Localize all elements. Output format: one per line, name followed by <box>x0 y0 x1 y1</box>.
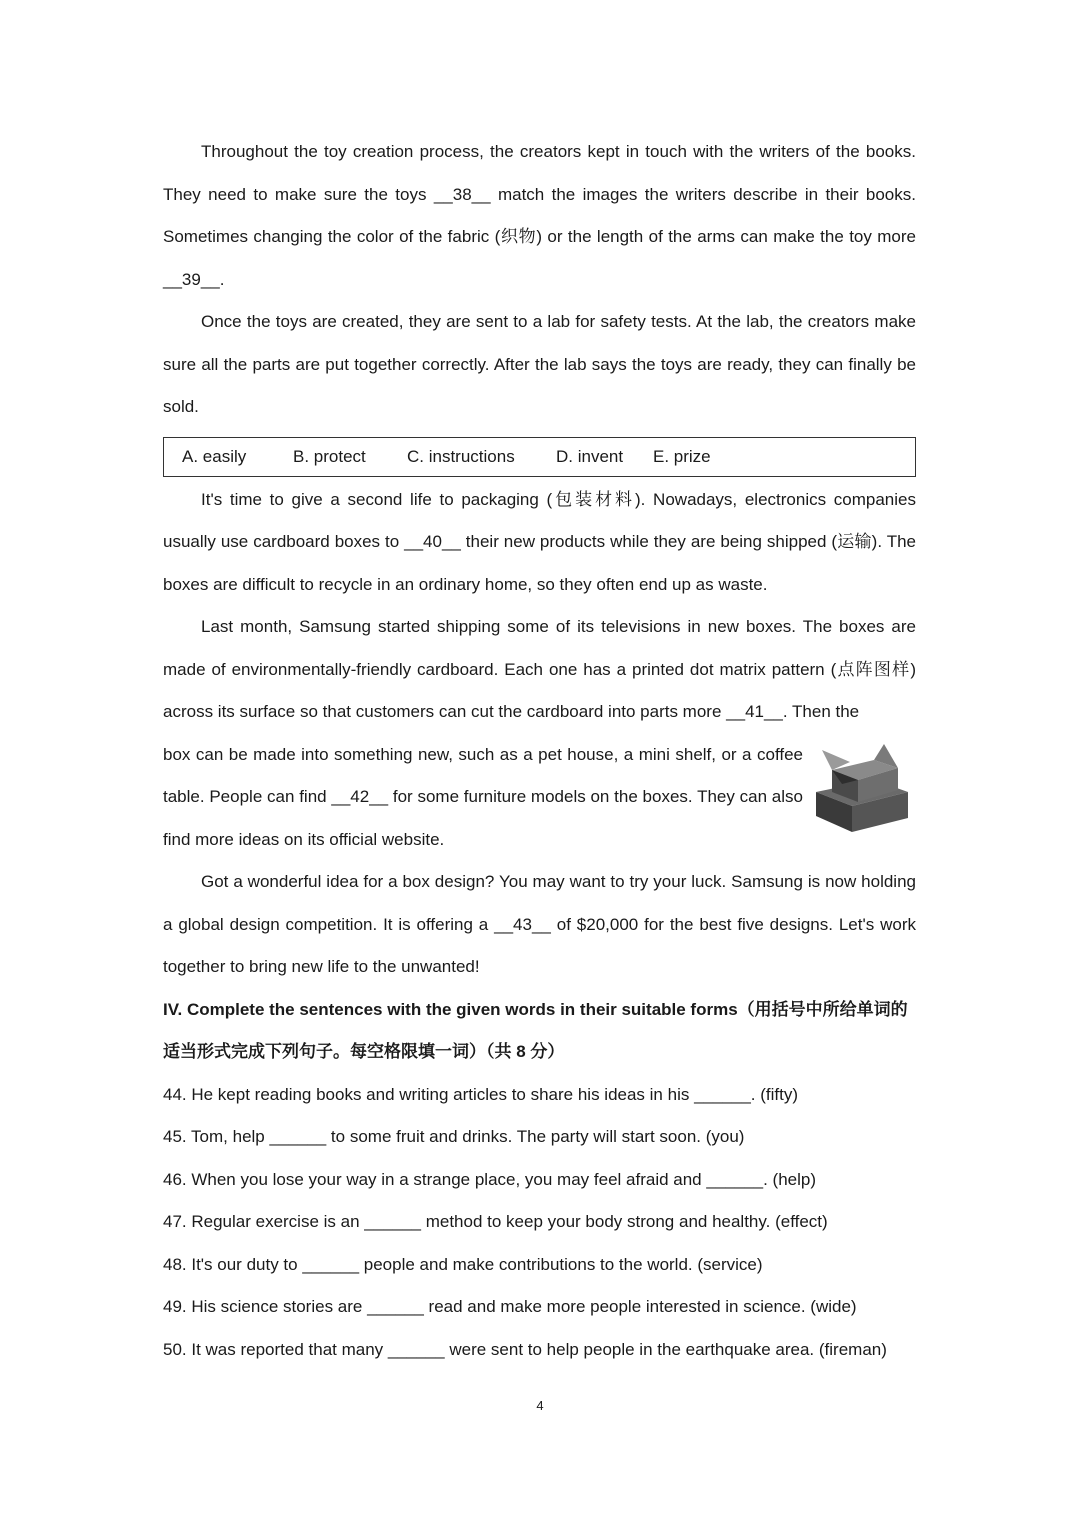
page-number: 4 <box>536 1398 544 1413</box>
option-b: B. protect <box>293 446 366 466</box>
question-47: 47. Regular exercise is an ______ method to keep your body strong and healthy. (effect) <box>163 1212 828 1231</box>
passage-b-paragraph-2: Last month, Samsung started shipping some of its televisions in new boxes. The boxes are made of environmentally-friendly cardboard. Each one has a printed dot matrix pattern (点阵图样) across its surface so that customers can cut the cardboard into parts more __41__. Then the <box>163 617 916 721</box>
question-45: 45. Tom, help ______ to some fruit and drinks. The party will start soon. (you) <box>163 1127 745 1146</box>
question-50: 50. It was reported that many ______ were sent to help people in the earthquake area. (fireman) <box>163 1339 887 1359</box>
question-49: 49. His science stories are ______ read and make more people interested in science. (wide) <box>163 1297 857 1316</box>
section-4-heading: IV. Complete the sentences with the given words in their suitable forms（用括号中所给单词的适当形式完成下列句子。每空格限填一词）（共 8 分） <box>163 999 908 1061</box>
option-e: E. prize <box>653 446 711 466</box>
blank-42: __42__ <box>331 787 389 806</box>
cardboard-box-icon <box>812 740 912 835</box>
blank-43: __43__ <box>494 914 551 934</box>
blank-41: __41__ <box>726 702 783 721</box>
question-48: 48. It's our duty to ______ people and make contributions to the world. (service) <box>163 1254 763 1274</box>
page-content <box>163 131 916 1371</box>
passage-a-paragraph-1: Throughout the toy creation process, the creators kept in touch with the writers of the books. They need to make sure the toys __38__ match the images the writers describe in their books. Sometimes changing the color of the fabric (织物) or the length of the arms can make the toy more __39__. <box>163 142 916 289</box>
passage-b-paragraph-1: It's time to give a second life to packaging (包装材料). Nowadays, electronics companies usually use cardboard boxes to __40__ their new products while they are being shipped (运输). The boxes are difficult to recycle in an ordinary home, so they often end up as waste. <box>163 489 916 594</box>
blank-38: __38__ <box>433 184 491 204</box>
question-46: 46. When you lose your way in a strange place, you may feel afraid and ______. (help) <box>163 1169 816 1189</box>
option-d: D. invent <box>556 446 624 466</box>
passage-b-paragraph-3: Got a wonderful idea for a box design? You may want to try your luck. Samsung is now holding a global design competition. It is offering a __43__ of $20,000 for the best five designs. Let's work together to bring new life to the unwanted! <box>163 872 916 976</box>
blank-40: __40__ <box>404 532 461 551</box>
passage-b-paragraph-2-continued: box can be made into something new, such as a pet house, a mini shelf, or a coffee table. People can find __42__ for some furniture models on the boxes. They can also find more ideas on its official website. <box>163 734 916 862</box>
word-options-box <box>163 437 916 477</box>
blank-39: __39__ <box>163 269 220 289</box>
option-a: A. easily <box>182 446 247 466</box>
question-44: 44. He kept reading books and writing articles to share his ideas in his ______. (fifty) <box>163 1084 799 1104</box>
passage-a-paragraph-2: Once the toys are created, they are sent to a lab for safety tests. At the lab, the creators make sure all the parts are put together correctly. After the lab says the toys are ready, they can finally be sold. <box>163 312 916 416</box>
option-c: C. instructions <box>407 446 515 466</box>
